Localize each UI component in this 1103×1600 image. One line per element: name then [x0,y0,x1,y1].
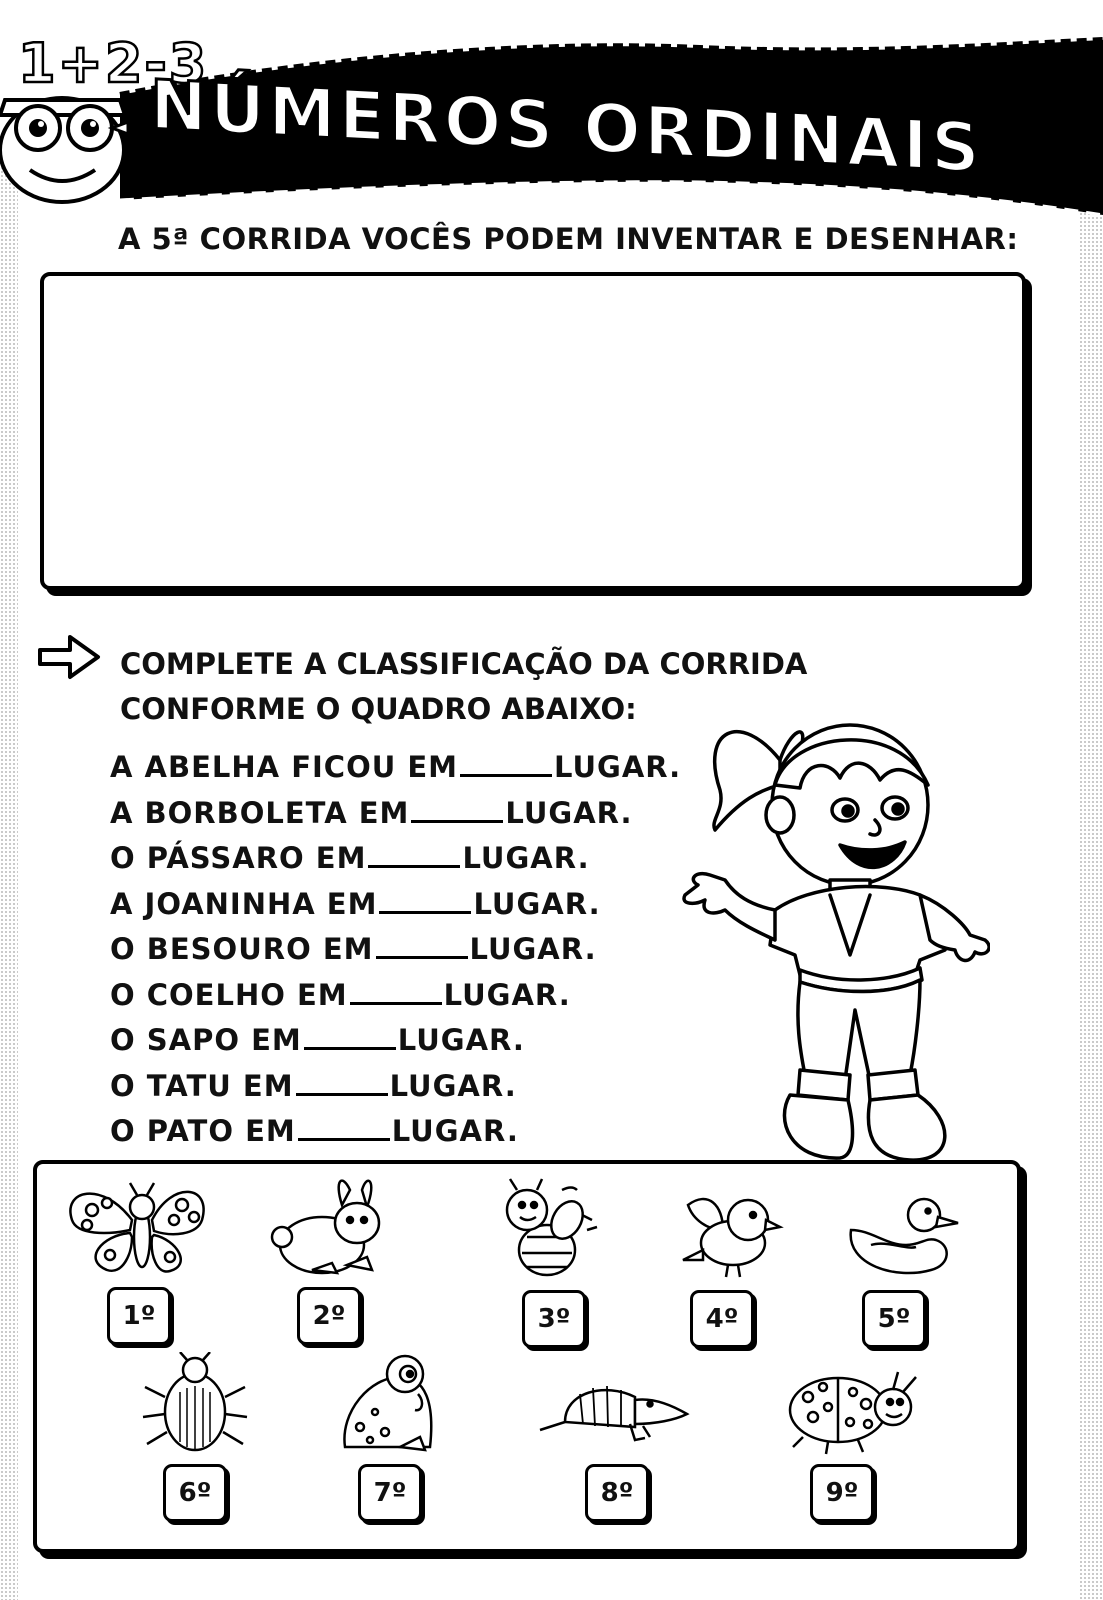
task-line: CONFORME O QUADRO ABAIXO: [120,692,637,726]
place-cell [535,1352,695,1522]
page-title: NÚMEROS ORDINAIS [150,66,983,189]
place-cell [262,1175,422,1345]
bee-icon [492,1175,652,1285]
sentence-prefix: O PÁSSARO EM [110,841,367,875]
place-badge: 3º [522,1290,586,1348]
header-math-digits: 1+2-3 [18,32,209,95]
header-banner [0,0,1103,230]
girl-illustration-icon [680,690,990,1170]
place-badge: 7º [358,1464,422,1522]
answer-blank[interactable] [350,978,442,1005]
sentence-suffix: LUGAR. [397,1023,525,1057]
sentence-suffix: LUGAR. [505,795,633,830]
place-cell [330,1352,490,1522]
place-badge: 8º [585,1464,649,1522]
sentence-row [110,1064,681,1110]
sentence-suffix: LUGAR. [473,886,601,921]
place-cell [778,1352,938,1522]
place-badge: 1º [107,1287,171,1345]
rabbit-icon [262,1175,422,1285]
sentence-prefix: A ABELHA FICOU EM [110,750,459,784]
beetle-icon [135,1352,295,1462]
answer-blank[interactable] [304,1023,396,1050]
place-badge: 4º [690,1290,754,1348]
answer-blank[interactable] [411,796,503,823]
sentence-prefix: O BESOURO EM [110,932,374,966]
sentence-row [110,927,681,973]
sentence-prefix: A JOANINHA EM [110,886,378,921]
answer-blank[interactable] [298,1114,390,1141]
armadillo-icon [535,1352,695,1462]
place-badge: 9º [810,1464,874,1522]
place-cell [836,1175,996,1345]
page-edge-texture [0,150,18,1600]
place-badge: 6º [163,1464,227,1522]
answer-blank[interactable] [368,841,460,868]
frog-icon [330,1352,490,1462]
sentence-row [110,882,681,928]
place-cell [62,1175,222,1345]
sentence-suffix: LUGAR. [554,750,682,784]
sentence-row [110,973,681,1019]
answer-blank[interactable] [379,887,471,914]
sentence-list [110,745,681,1155]
sentence-row [110,791,681,837]
drawing-area[interactable] [40,272,1026,590]
place-cell [668,1175,828,1345]
arrow-right-icon [36,632,102,682]
place-cell [492,1175,652,1345]
bird-icon [668,1175,828,1285]
sentence-suffix: LUGAR. [469,932,597,966]
sentence-suffix: LUGAR. [389,1068,517,1103]
butterfly-icon [62,1175,222,1285]
place-cell [135,1352,295,1522]
sentence-prefix: A BORBOLETA EM [110,795,410,830]
sentence-row [110,836,681,882]
answer-blank[interactable] [296,1069,388,1096]
page-edge-texture [1079,180,1103,1600]
task-line: COMPLETE A CLASSIFICAÇÃO DA CORRIDA [120,647,808,681]
sentence-suffix: LUGAR. [391,1114,519,1148]
sentence-row [110,1018,681,1064]
sentence-prefix: O SAPO EM [110,1023,302,1057]
sentence-row [110,1109,681,1155]
answer-blank[interactable] [460,750,552,777]
duck-icon [836,1175,996,1285]
sentence-suffix: LUGAR. [443,977,571,1012]
ladybug-icon [778,1352,938,1462]
place-badge: 5º [862,1290,926,1348]
sentence-row [110,745,681,791]
answer-blank[interactable] [376,932,468,959]
drawing-instruction: A 5ª CORRIDA VOCÊS PODEM INVENTAR E DESENHAR: [118,222,1019,256]
sentence-prefix: O COELHO EM [110,977,348,1012]
place-badge: 2º [297,1287,361,1345]
sentence-prefix: O TATU EM [110,1068,294,1103]
sentence-suffix: LUGAR. [462,841,590,875]
sentence-prefix: O PATO EM [110,1114,296,1148]
mascot-face-icon [0,98,128,202]
